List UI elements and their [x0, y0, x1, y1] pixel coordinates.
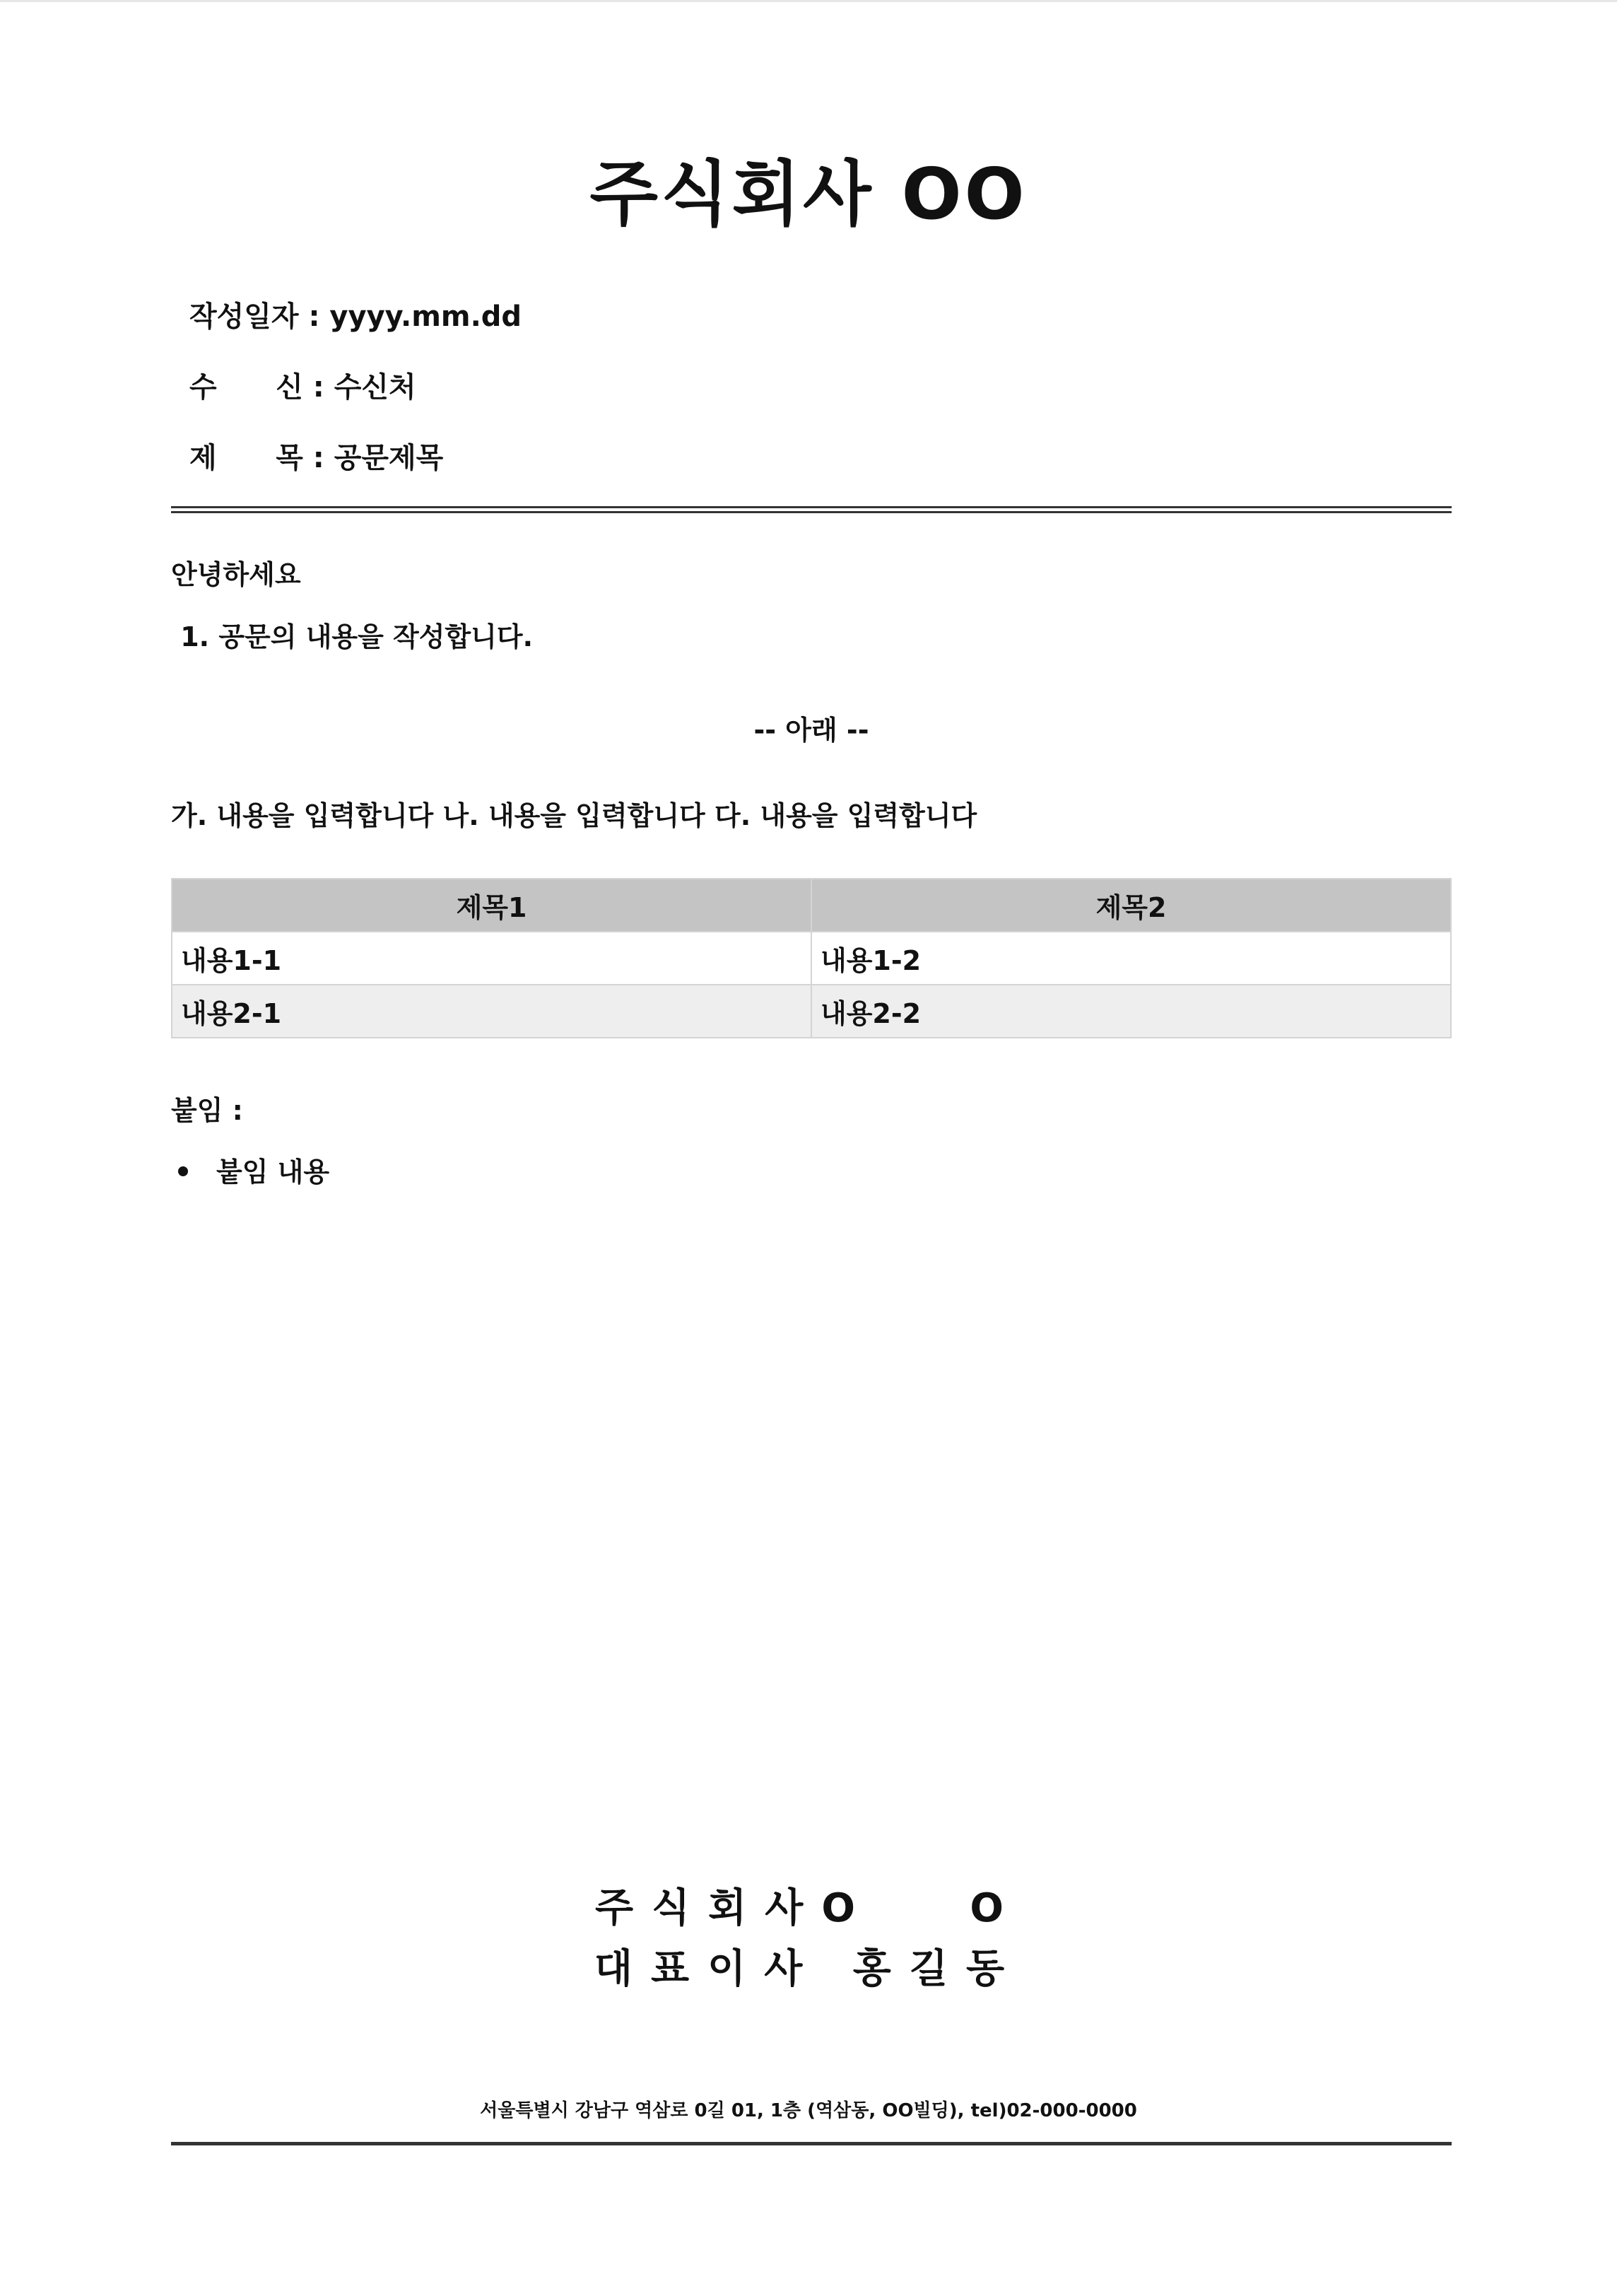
table-cell: 내용2-1 — [172, 985, 811, 1038]
table-row — [172, 932, 1451, 985]
page-top-border — [0, 0, 1617, 2]
signature-representative: 대표이사 홍길동 — [594, 1946, 1023, 1992]
header-divider — [171, 506, 1452, 513]
footer-address: 서울특별시 강남구 역삼로 0길 01, 1층 (역삼동, OO빌딩), tel)02-000-0000 — [480, 2100, 1137, 2121]
attachment-label: 붙임 : — [171, 1095, 243, 1126]
company-title: 주식회사 OO — [589, 153, 1028, 235]
table-header-cell: 제목2 — [811, 879, 1451, 932]
greeting-text: 안녕하세요 — [171, 559, 301, 590]
table-cell: 내용1-2 — [811, 932, 1451, 985]
item-1-text: 1. 공문의 내용을 작성합니다. — [171, 621, 534, 652]
table-row — [172, 985, 1451, 1038]
bullet-icon — [178, 1166, 188, 1176]
below-marker: -- 아래 -- — [753, 715, 869, 746]
attachment-item-text: 붙임 내용 — [216, 1156, 330, 1188]
content-table — [171, 878, 1452, 1038]
table-cell: 내용1-1 — [172, 932, 811, 985]
subject-value: 공문제목 — [334, 442, 444, 474]
date-row — [189, 297, 522, 336]
table-header-cell: 제목1 — [172, 879, 811, 932]
subject-row — [189, 438, 443, 478]
signature-company: 주식회사O O — [594, 1885, 1023, 1931]
date-label: 작성일자 : — [189, 300, 330, 333]
footer-divider — [171, 2142, 1452, 2145]
table-header-row — [172, 879, 1451, 932]
table-cell: 내용2-2 — [811, 985, 1451, 1038]
attachment-list-item — [171, 1152, 329, 1192]
date-value: yyyy.mm.dd — [329, 300, 522, 333]
recipient-row — [189, 368, 416, 407]
details-text: 가. 내용을 입력합니다 나. 내용을 입력합니다 다. 내용을 입력합니다 — [171, 800, 977, 831]
recipient-label: 수 신 : — [189, 371, 334, 404]
subject-label: 제 목 : — [189, 442, 334, 474]
recipient-value: 수신처 — [334, 371, 416, 404]
